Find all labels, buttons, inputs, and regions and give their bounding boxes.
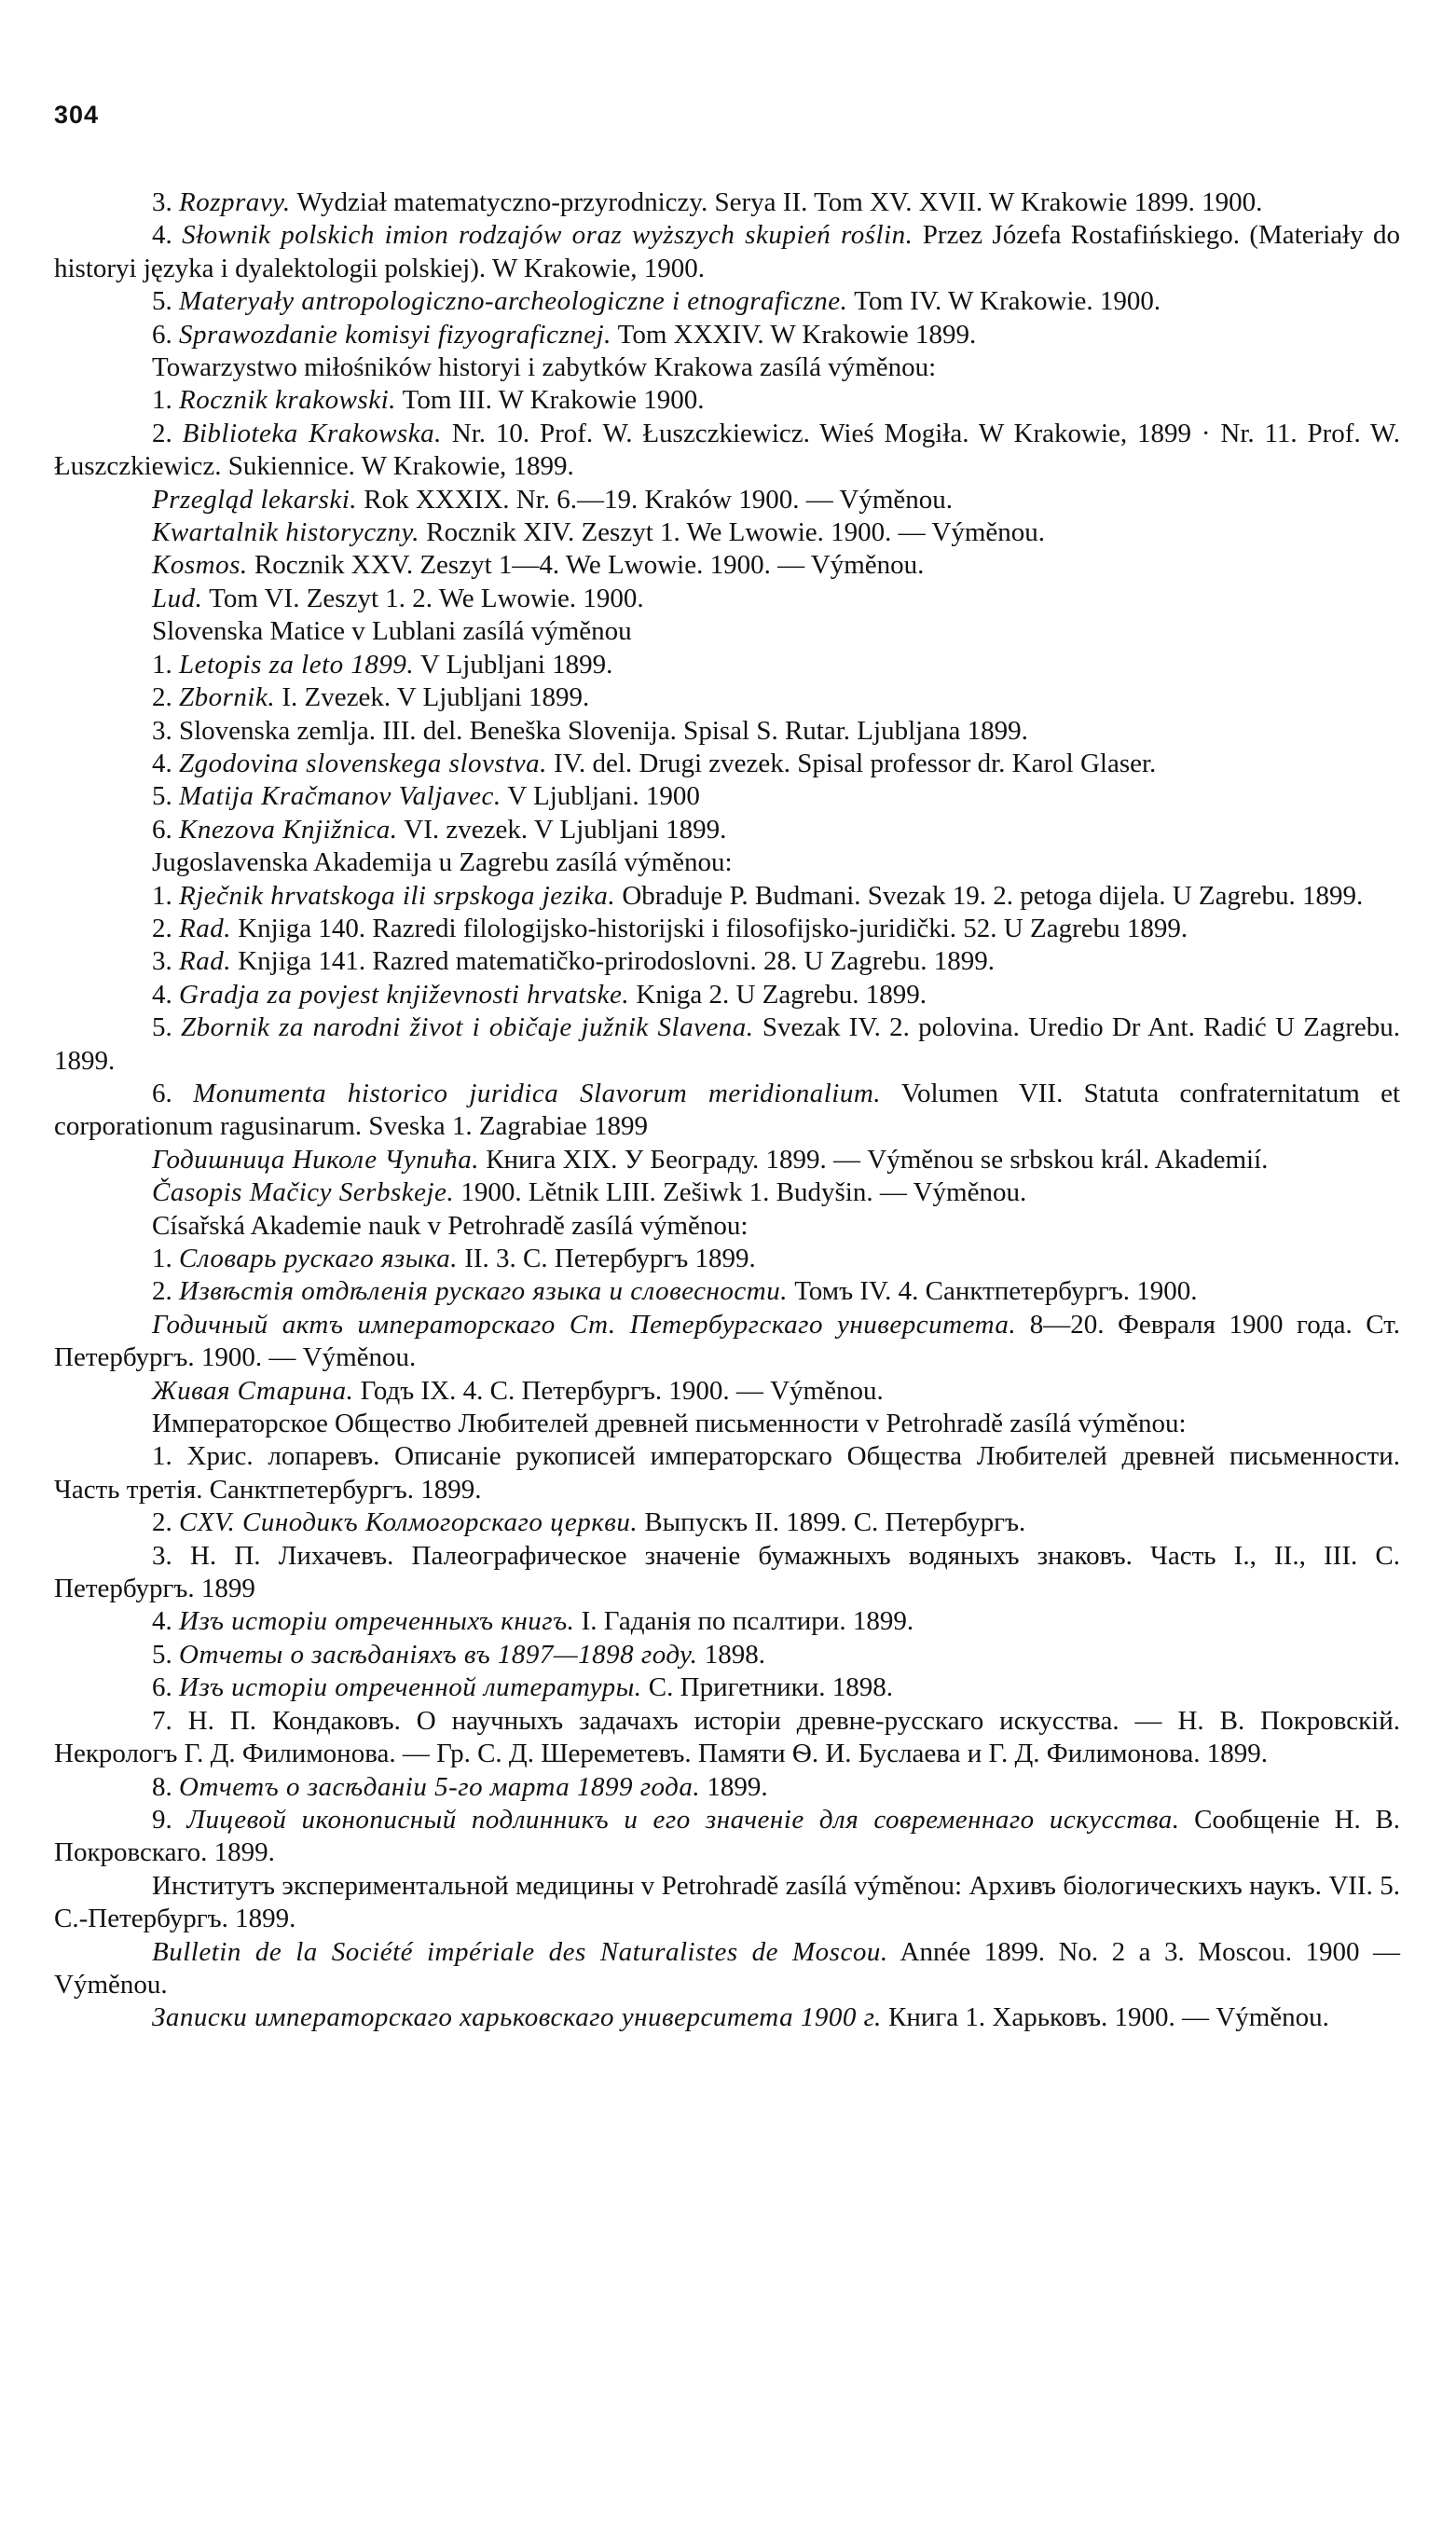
bibliography-entry [54,1771,1400,1804]
entry-number: 5. [152,781,172,812]
bibliography-entry [54,1804,1400,1870]
entry-number: 8. [152,1771,172,1802]
entry-title: Knezova Knjižnica. [179,814,398,845]
bibliography-entry [54,1671,1400,1704]
entry-text: Н. П. Лихачевъ. Палеографическое значеніе бумажныхъ водяныхъ знаковъ. Часть I., II., III. С. Петербургъ. 1899 [54,1540,1401,1604]
entry-text: 1900. Lětnik LIII. Zešiwk 1. Budyšin. — Výměnou. [460,1177,1027,1208]
bibliography-entry [54,1605,1400,1638]
bibliography-entry [54,615,1400,648]
entry-title: Bulletin de la Société impériale des Naturalistes de Moscou. [152,1936,888,1967]
entry-title: Rocznik krakowski. [179,385,396,416]
entry-number: 5. [152,286,172,317]
entry-number: 7. [152,1705,172,1736]
bibliography-entry [54,1078,1400,1144]
entry-title: Отчеты о засѣданіяхъ въ 1897—1898 году. [179,1639,698,1670]
entry-text: Nr. 10. Prof. W. Łuszczkiewicz. Wieś Mogiła. W Krakowie, 1899 · Nr. 11. Prof. W. Łuszczkiewicz. Sukiennice. W Krakowie, 1899. [54,418,1400,482]
bibliography-entry [54,913,1400,945]
entry-text: Rocznik XXV. Zeszyt 1—4. We Lwowie. 1900. — Výměnou. [254,550,925,581]
entry-text: Выпускъ II. 1899. С. Петербургъ. [644,1507,1026,1538]
entry-title: Zgodovina slovenskega slovstva. [179,748,547,778]
entry-title: Rad. [179,913,231,943]
bibliography-entry [54,484,1400,516]
entry-text: V Ljubljani 1899. [419,649,613,680]
entry-text: Сообщеніе Н. В. Покровскаго. 1899. [54,1804,1400,1868]
bibliography-entry [54,384,1400,417]
entry-text: 8—20. Февраля 1900 года. Ст. Петербургъ. 1900. — Výměnou. [54,1309,1400,1373]
page-number: 304 [54,101,100,129]
bibliography-entry [54,1275,1400,1308]
entry-title: Kwartalnik historyczny. [152,517,419,548]
entry-number: 9. [152,1804,172,1835]
entry-text: Przez Józefa Rostafińskiego. (Materiały do historyi języka i dyalektologii polskiej). W Krakowie, 1900. [54,220,1401,283]
bibliography-entry [54,1870,1400,1936]
entry-title: Словарь рускаго языка. [179,1244,458,1273]
entry-text: IV. del. Drugi zvezek. Spisal professor dr. Karol Glaser. [554,748,1157,778]
entry-number: 4. [152,979,172,1010]
entry-text: Knjiga 140. Razredi filologijsko-historijski i filosofijsko-juridički. 52. U Zagrebu 1899. [238,913,1188,943]
entry-number: 3. [152,187,172,217]
entry-title: Годичный актъ императорскаго Ст. Петербургскаго университета. [152,1309,1017,1340]
entry-number: 1. [152,1244,172,1273]
entry-title: Słownik polskich imion rodzajów oraz wyższych skupień roślin. [182,220,913,251]
bibliography-entry [54,814,1400,846]
entry-title: Живая Старина. [152,1375,354,1406]
entry-number: 1. [152,1441,172,1472]
entry-title: Matija Kračmanov Valjavec. [179,781,501,812]
entry-text: Tom IV. W Krakowie. 1900. [854,286,1161,317]
bibliography-entry [54,1936,1400,2002]
entry-title: Rozpravy. [179,187,291,217]
entry-title: CXV. Синодикъ Колмогорскаго церкви. [179,1507,639,1538]
entry-text: I. Zvezek. V Ljubljani 1899. [282,682,590,713]
bibliography-entry [54,1210,1400,1243]
entry-text: Volumen VII. Statuta confraternitatum et corporationum ragusinarum. Sveska 1. Zagrabiae 1899 [54,1078,1401,1142]
bibliography-entry [54,715,1400,748]
entry-text: Книга XIX. У Београду. 1899. — Výměnou se srbskou král. Akademií. [486,1144,1269,1175]
entry-number: 6. [152,1672,172,1703]
bibliography-entry [54,1375,1400,1408]
entry-number: 3. [152,1540,172,1571]
bibliography-entry [54,780,1400,813]
entry-title: Sprawozdanie komisyi fizyograficznej. [179,319,611,350]
entry-text: Knjiga 141. Razred matematičko-prirodoslovni. 28. U Zagrebu. 1899. [238,946,996,977]
bibliography-entry [54,285,1400,318]
entry-number: 2. [152,913,172,943]
entry-number: 6. [152,319,172,350]
entry-title: Изъ исторіи отреченной литературы. [179,1672,642,1703]
bibliography-entry [54,1506,1400,1539]
entry-text: Jugoslavenska Akademija u Zagrebu zasílá výměnou: [152,847,733,878]
entry-text: Slovenska zemlja. III. del. Beneška Slovenija. Spisal S. Rutar. Ljubljana 1899. [179,715,1028,746]
entry-title: Kosmos. [152,550,248,581]
entry-title: Rječnik hrvatskoga ili srpskoga jezika. [179,880,616,911]
entry-text: Kniga 2. U Zagrebu. 1899. [636,979,927,1010]
bibliography-entry [54,319,1400,351]
bibliography-entry [54,1176,1400,1209]
entry-title: Годишница Николе Чупића. [152,1144,479,1175]
bibliography-entry [54,1408,1400,1440]
bibliography-entry [54,418,1400,484]
entry-title: Zbornik. [179,682,276,713]
entry-title: Monumenta historico juridica Slavorum meridionalium. [193,1078,882,1108]
entry-title: Лицевой иконописный подлинникъ и его значеніе для современнаго искусства. [186,1804,1180,1835]
entry-text: Tom VI. Zeszyt 1. 2. We Lwowie. 1900. [209,583,644,613]
entry-title: Biblioteka Krakowska. [182,418,442,448]
entry-number: 4. [152,1606,172,1637]
bibliography-entry [54,1639,1400,1671]
entry-text: VI. zvezek. V Ljubljani 1899. [404,814,727,845]
entry-number: 1. [152,385,172,416]
bibliography-entry [54,1243,1400,1275]
bibliography-entry [54,186,1400,219]
bibliography-entry [54,945,1400,978]
entry-title: Отчетъ о засѣданіи 5-го марта 1899 года. [179,1771,701,1802]
entry-title: Materyały antropologiczno-archeologiczne i etnograficzne. [179,286,848,317]
bibliography-entry [54,1011,1400,1078]
entry-text: Slovenska Matice v Lublani zasílá výměnou [152,616,632,647]
entry-text: Wydział matematyczno-przyrodniczy. Serya II. Tom XV. XVII. W Krakowie 1899. 1900. [296,187,1263,217]
entry-text: Н. П. Кондаковъ. О научныхъ задачахъ исторіи древне-русскаго искусства. — Н. В. Покровскій. Некрологъ Г. Д. Филимонова. — Гр. С. Д. Шереметевъ. Памяти Ѳ. И. Буслаева и Г. Д. Филимонова. 1899. [54,1705,1400,1769]
bibliography-entry [54,351,1400,384]
entry-number: 6. [152,814,172,845]
entry-number: 4. [152,220,172,251]
entry-number: 3. [152,946,172,977]
entry-text: Книга 1. Харьковъ. 1900. — Výměnou. [888,2002,1329,2033]
entry-text: Svezak IV. 2. polovina. Uredio Dr Ant. Radić U Zagrebu. 1899. [54,1012,1401,1076]
bibliography-entry [54,880,1400,913]
entry-number: 2. [152,1276,172,1307]
entry-title: Rad. [179,946,231,977]
entry-number: 6. [152,1078,172,1108]
entry-text: Rok XXXIX. Nr. 6.—19. Kraków 1900. — Výměnou. [364,484,954,515]
bibliography-entry [54,1440,1400,1506]
entry-text: Томъ IV. 4. Санктпетербургъ. 1900. [794,1276,1198,1307]
entry-title: Gradja za povjest književnosti hrvatske. [179,979,630,1010]
entry-number: 2. [152,1507,172,1538]
entry-number: 2. [152,682,172,713]
entry-text: Obraduje P. Budmani. Svezak 19. 2. petoga dijela. U Zagrebu. 1899. [622,880,1364,911]
entry-text: Годъ IX. 4. С. Петербургъ. 1900. — Výměnou. [360,1375,884,1406]
entry-title: Przegląd lekarski. [152,484,358,515]
bibliography-entry [54,1309,1400,1375]
entry-number: 4. [152,748,172,778]
entry-number: 5. [152,1639,172,1670]
bibliography-entry [54,846,1400,879]
bibliography-entry [54,219,1400,285]
bibliography-entry [54,516,1400,549]
entry-text: 1898. [704,1639,765,1670]
entry-title: Lud. [152,583,203,613]
entry-number: 1. [152,649,172,680]
entry-title: Zbornik za narodni život i običaje južnik Slavena. [181,1012,754,1043]
entry-text: Институтъ экспериментальной медицины v Petrohradě zasílá výměnou: Архивъ біологическихъ наукъ. VII. 5. С.-Петербургъ. 1899. [54,1870,1400,1934]
bibliography-entry [54,1144,1400,1176]
entry-title: Časopis Mačicy Serbskeje. [152,1177,455,1208]
bibliography-entry [54,1540,1400,1606]
entry-title: Записки императорскаго харьковскаго университета 1900 г. [152,2002,882,2033]
bibliography-entry [54,2001,1400,2034]
entry-number: 5. [152,1012,172,1043]
entry-title: Извѣстія отдѣленія рускаго языка и словесности. [179,1276,788,1307]
bibliography-entry [54,1705,1400,1771]
entry-text: Année 1899. No. 2 a 3. Moscou. 1900 — Výměnou. [54,1936,1401,2000]
entry-text: I. Гаданія по псалтири. 1899. [581,1606,914,1637]
entry-title: Изъ исторіи отреченныхъ книгъ. [179,1606,575,1637]
entry-text: Tom III. W Krakowie 1900. [402,385,705,416]
entry-text: II. 3. С. Петербургъ 1899. [464,1244,756,1273]
entry-text: 1899. [707,1771,768,1802]
entry-text: Císařská Akademie nauk v Petrohradě zasílá výměnou: [152,1210,749,1241]
bibliography-entry [54,583,1400,615]
entry-text: Хрис. лопаревъ. Описаніе рукописей императорскаго Общества Любителей древней письменности. Часть третія. Санктпетербургъ. 1899. [54,1441,1400,1505]
entry-number: 3. [152,715,172,746]
bibliography-entry [54,649,1400,681]
bibliography-entry [54,681,1400,714]
bibliography-entry [54,979,1400,1011]
bibliography-entry [54,549,1400,582]
entry-text: Tom XXXIV. W Krakowie 1899. [617,319,977,350]
entry-title: Letopis za leto 1899. [179,649,415,680]
entry-text: Towarzystwo miłośników historyi i zabytków Krakowa zasílá výměnou: [152,352,937,383]
document-body [54,186,1400,2035]
entry-number: 1. [152,880,172,911]
entry-text: Rocznik XIV. Zeszyt 1. We Lwowie. 1900. — Výměnou. [426,517,1046,548]
entry-number: 2. [152,418,172,448]
entry-text: V Ljubljani. 1900 [507,781,700,812]
entry-text: С. Пригетники. 1898. [648,1672,894,1703]
entry-text: Императорское Общество Любителей древней письменности v Petrohradě zasílá výměnou: [152,1409,1187,1439]
bibliography-entry [54,748,1400,780]
